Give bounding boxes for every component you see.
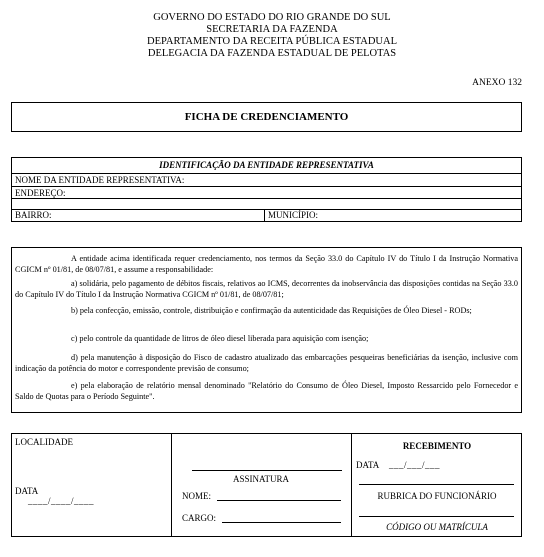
receipt-title: RECEBIMENTO	[402, 441, 472, 451]
column-divider	[264, 209, 265, 221]
identification-title: IDENTIFICAÇÃO DA ENTIDADE REPRESENTATIVA	[159, 160, 374, 170]
row-divider	[12, 198, 521, 199]
entity-name-label: NOME DA ENTIDADE REPRESENTATIVA:	[15, 175, 185, 185]
signer-role-label: CARGO:	[182, 513, 217, 523]
annex-number: ANEXO 132	[472, 78, 522, 88]
form-title: FICHA DE CREDENCIAMENTO	[184, 111, 349, 123]
column-divider	[171, 434, 172, 536]
clerk-signature-label: RUBRICA DO FUNCIONÁRIO	[377, 491, 497, 501]
row-divider	[12, 173, 521, 174]
header-line-secretariat: SECRETARIA DA FAZENDA	[206, 24, 338, 35]
signer-name-label: NOME:	[182, 491, 211, 501]
address-label: ENDEREÇO:	[15, 188, 66, 198]
date-label: DATA	[15, 486, 39, 496]
item-d-paragraph: d) pela manutenção à disposição do Fisco de cadastro atualizado das embarcações pesqueiras beneficiárias da isenção, inclusive com indicação da potência do motor e correspondente previsão de consumo;	[15, 353, 518, 373]
district-label: BAIRRO:	[15, 210, 52, 220]
header-line-department: DEPARTAMENTO DA RECEITA PÚBLICA ESTADUAL	[146, 36, 398, 47]
row-divider	[12, 186, 521, 187]
clerk-signature-line[interactable]	[359, 484, 514, 485]
header-line-government: GOVERNO DO ESTADO DO RIO GRANDE DO SUL	[153, 12, 391, 23]
signer-role-line[interactable]	[222, 522, 341, 523]
intro-paragraph: A entidade acima identificada requer credenciamento, nos termos da Seção 33.0 do Capítulo IV do Título I da Instrução Normativa CGICM nº 01/81, de 08/07/81, e assume a responsabilidade:	[15, 254, 518, 274]
signer-name-line[interactable]	[217, 500, 341, 501]
item-a-paragraph: a) solidária, pelo pagamento de débitos fiscais, relativos ao ICMS, decorrentes da inobservância das disposições contidas na Seção 33.0 do Capítulo IV do Título I da Instrução Normativa CGICM nº 01/81, de 08/07/81;	[15, 279, 518, 299]
row-divider	[12, 209, 521, 210]
responsibility-section	[11, 247, 522, 413]
signature-label: ASSINATURA	[232, 474, 289, 484]
signature-line[interactable]	[192, 470, 342, 471]
item-b-paragraph: b) pela confecção, emissão, controle, distribuição e confirmação da autenticidade das Requisições de Óleo Diesel - RODs;	[71, 306, 472, 315]
date-blank[interactable]: ____/____/____	[28, 496, 95, 506]
code-line[interactable]	[359, 516, 514, 517]
city-label: MUNICÍPIO:	[268, 210, 319, 220]
receipt-date-blank[interactable]: ___/___/___	[389, 460, 441, 470]
code-label: CÓDIGO OU MATRÍCULA	[386, 522, 488, 532]
footer-section	[11, 433, 522, 537]
identification-section	[11, 157, 522, 222]
receipt-date-label: DATA	[356, 460, 380, 470]
locality-label: LOCALIDADE	[15, 437, 73, 447]
form-title-box	[11, 102, 522, 132]
item-c-paragraph: c) pelo controle da quantidade de litros de óleo diesel liberada para aquisição com isenção;	[71, 334, 369, 343]
item-e-paragraph: e) pela elaboração de relatório mensal denominado "Relatório do Consumo de Óleo Diesel, Imposto Ressarcido pelo Fornecedor e Saldo de Quotas para o Período Seguinte".	[15, 381, 518, 401]
header-line-delegation: DELEGACIA DA FAZENDA ESTADUAL DE PELOTAS	[147, 48, 397, 59]
